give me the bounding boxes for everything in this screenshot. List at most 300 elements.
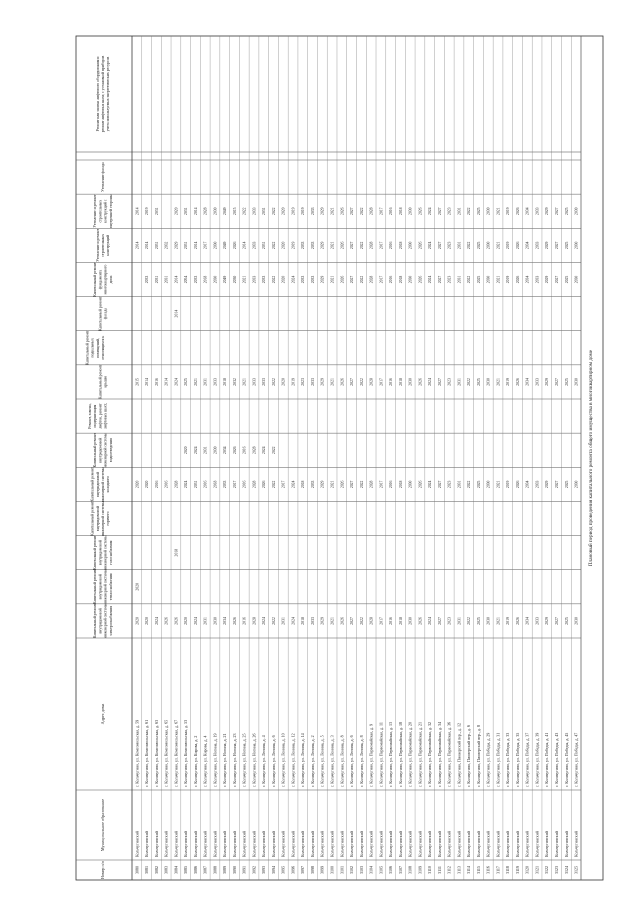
year-cell: 2027 [350, 617, 355, 625]
year-cell: 2022 [467, 617, 472, 625]
row-municipality: Кольчугинский [427, 831, 433, 857]
header-municipality: Муниципальное образование [100, 798, 105, 852]
year-cell: 2033 [310, 617, 315, 625]
row-number: 3096 [290, 866, 296, 874]
year-cell: 2027 [554, 480, 559, 489]
row-number: 3088 [212, 866, 218, 874]
year-cell: 2019 [291, 207, 296, 216]
year-cell: 2026 [418, 617, 423, 625]
year-cell: 2030 [486, 207, 491, 216]
row-number: 3085 [183, 866, 189, 874]
year-cell: 2028 [369, 207, 374, 216]
year-cell: 2027 [554, 275, 559, 284]
row-number: 3112 [446, 866, 452, 874]
row-municipality: Кольчугинский [163, 831, 169, 857]
row-address: г. Кольчугино, ул. Первомайская, д. 34 [436, 721, 442, 787]
year-cell: 2025 [564, 378, 569, 386]
work-column-header: холодного [106, 476, 111, 493]
row-municipality: Кольчугинский [456, 831, 462, 857]
work-column-header: газоснабжения [108, 540, 113, 565]
work-column-header: строительных [101, 234, 105, 257]
year-cell: 2030 [574, 480, 579, 489]
year-cell: 2027 [437, 378, 442, 386]
row-number: 3105 [378, 866, 384, 874]
year-cell: 2018 [398, 480, 403, 489]
year-cell: 2031 [457, 617, 462, 625]
year-cell: 2029 [545, 207, 550, 216]
year-cell: 2025 [564, 617, 569, 625]
year-cell: 2022 [271, 378, 276, 386]
year-cell: 2029 [545, 275, 550, 284]
year-cell: 2022 [359, 207, 364, 216]
year-cell: 2022 [467, 275, 472, 284]
year-cell: 2027 [437, 480, 442, 489]
row-number: 3089 [222, 866, 228, 874]
year-cell: 2016 [389, 207, 394, 216]
year-cell: 2025 [476, 378, 481, 386]
year-cell: 2026 [340, 378, 345, 386]
row-number: 3084 [173, 866, 179, 874]
row-address: г. Кольчугино, ул. Первомайская, д. 9 [368, 723, 374, 787]
year-cell: 2021 [330, 241, 335, 250]
year-cell: 2024 [428, 378, 433, 386]
year-cell: 2033 [310, 378, 315, 386]
row-address: г. Кольчугино, ул. Ленина, д. 8 [339, 735, 345, 787]
row-number: 3118 [505, 866, 511, 874]
row-number: 3113 [456, 866, 462, 874]
year-cell: 2020 [174, 207, 179, 216]
year-cell: 2015 [135, 378, 140, 386]
year-cell: 2034 [525, 617, 530, 625]
row-address: г. Кольчугино, ул. Ленина, д. 10 [280, 733, 286, 787]
year-cell: 2016 [154, 378, 159, 386]
row-municipality: Кольчугинский [475, 831, 481, 857]
row-address: г. Кольчугино, ул. Ногина, д. 25 [241, 733, 247, 787]
row-municipality: Кольчугинский [173, 831, 179, 857]
year-cell: 2027 [437, 275, 442, 284]
year-cell: 2018 [398, 617, 403, 625]
year-cell: 2022 [467, 480, 472, 489]
work-column-header: Ремонт, замена, [88, 403, 92, 429]
row-number: 3124 [563, 866, 569, 874]
work-column-header: модернизация [93, 404, 98, 428]
year-cell: 2028 [174, 480, 179, 489]
row-address: г. Кольчугино, ул. Победы, д. 29 [485, 732, 491, 787]
year-cell: 2021 [330, 207, 335, 216]
row-municipality: Кольчугинский [553, 831, 559, 857]
year-cell: 2014 [145, 241, 150, 250]
year-cell: 2027 [350, 480, 355, 489]
year-cell: 2020 [184, 617, 189, 625]
row-number: 3120 [524, 866, 530, 874]
year-cell: 2018 [398, 275, 403, 284]
year-cell: 2031 [154, 275, 159, 284]
row-municipality: Кольчугинский [563, 831, 569, 857]
row-municipality: Кольчугинский [485, 831, 491, 857]
work-column-header: внутренней стороны [108, 194, 113, 228]
group-title: Плановый период проведения капитального ремонта общего имущества в многоквартирном доме [588, 349, 594, 567]
year-cell: 2025 [476, 480, 481, 489]
year-cell: 2030 [213, 446, 218, 455]
work-column-header: конструкций с [103, 199, 108, 223]
year-cell: 2014 [174, 309, 179, 318]
row-municipality: Кольчугинский [495, 831, 501, 857]
year-cell: 2033 [301, 241, 306, 250]
row-number: 3094 [270, 866, 276, 874]
year-cell: 2031 [203, 617, 208, 625]
work-column-header: внутридомовой [95, 505, 100, 532]
year-cell: 2033 [535, 480, 540, 489]
year-cell: 2020 [281, 378, 286, 386]
work-column-header: подвальных [90, 338, 95, 358]
year-cell: 2014 [242, 241, 247, 250]
year-cell: 2026 [164, 617, 169, 625]
row-address: г. Кольчугино, ул. Кирова, д. 2 [192, 735, 198, 787]
row-municipality: Кольчугинский [280, 831, 286, 857]
year-cell: 2033 [310, 275, 315, 284]
year-cell: 2027 [437, 617, 442, 625]
year-cell: 2019 [506, 275, 511, 284]
row-address: г. Кольчугино, ул. Победы, д. 31 [495, 732, 501, 787]
year-cell: 2031 [154, 241, 159, 250]
row-municipality: Кольчугинский [222, 831, 228, 857]
year-cell: 2021 [242, 275, 247, 284]
row-municipality: Кольчугинский [339, 831, 345, 857]
year-cell: 2033 [310, 480, 315, 489]
year-cell: 2016 [154, 480, 159, 489]
year-cell: 2030 [486, 275, 491, 284]
year-cell: 2026 [340, 275, 345, 284]
year-cell: 2030 [213, 275, 218, 284]
year-cell: 2054 [184, 275, 189, 284]
row-municipality: Кольчугинский [417, 831, 423, 857]
year-cell: 2017 [281, 480, 286, 489]
work-column-header: конструкций [106, 235, 111, 256]
year-cell: 2030 [574, 378, 579, 386]
year-cell: 2021 [496, 617, 501, 625]
year-cell: 2024 [184, 480, 189, 489]
row-municipality: Кольчугинский [134, 831, 140, 857]
row-address: г. Кольчугино, ул. Первомайская, д. 18 [397, 721, 403, 787]
work-column-header: дома [108, 275, 113, 284]
year-cell: 2024 [291, 480, 296, 489]
year-cell: 2022 [467, 207, 472, 216]
year-cell: 2026 [515, 480, 520, 489]
row-number: 3098 [309, 866, 315, 874]
year-cell: 2031 [184, 207, 189, 216]
work-column-header: помещений, [95, 337, 100, 358]
year-cell: 2034 [525, 275, 530, 284]
year-cell: 2026 [340, 207, 345, 216]
row-address: г. Кольчугино, ул. Победы, д. 37 [524, 732, 530, 787]
year-cell: 2014 [164, 378, 169, 386]
year-cell: 2019 [291, 378, 296, 386]
year-cell: 2029 [320, 275, 325, 284]
year-cell: 2019 [506, 378, 511, 386]
row-number: 3102 [349, 866, 355, 874]
row-address: г. Кольчугино, Пионерский пер., д. 6 [466, 725, 472, 787]
year-cell: 2030 [408, 275, 413, 284]
work-column-header: Капитальный ремонт [93, 603, 98, 639]
year-cell: 2020 [281, 207, 286, 216]
row-number: 3095 [280, 866, 286, 874]
row-municipality: Кольчугинский [368, 831, 374, 857]
row-address: г. Кольчугино, ул. Комсомольская, д. 59 [134, 719, 140, 787]
work-column-header: лифтов, ремонт [98, 403, 103, 429]
year-cell: 2033 [262, 275, 267, 284]
year-cell: 2024 [262, 446, 267, 455]
year-cell: 2029 [545, 617, 550, 625]
year-cell: 2018 [398, 378, 403, 386]
year-cell: 2033 [535, 275, 540, 284]
row-municipality: Кольчугинский [524, 831, 530, 857]
work-column-header: инженерной системы [103, 603, 108, 639]
row-number: 3107 [397, 866, 403, 874]
work-column-header: инженерной системы [103, 569, 108, 605]
row-number: 3110 [427, 866, 433, 874]
year-cell: 2016 [389, 241, 394, 250]
row-municipality: Кольчугинский [514, 831, 520, 857]
year-cell: 2024 [154, 617, 159, 625]
year-cell: 2031 [262, 241, 267, 250]
year-cell: 2016 [242, 480, 247, 489]
year-cell: 2025 [476, 207, 481, 216]
year-cell: 2028 [369, 241, 374, 250]
work-column-header: внутридомовой [98, 574, 103, 600]
year-cell: 2029 [320, 480, 325, 489]
year-cell: 2025 [476, 275, 481, 284]
row-address: г. Кольчугино, ул. Кирова, д. 4 [202, 735, 208, 787]
year-cell: 2030 [574, 207, 579, 216]
year-cell: 2023 [447, 275, 452, 284]
row-address: г. Кольчугино, ул. Комсомольская, д. 65 [163, 719, 169, 787]
year-cell: 2027 [554, 207, 559, 216]
row-address: г. Кольчугино, ул. Ногина, д. 26 [251, 733, 257, 787]
year-cell: 2018 [398, 241, 403, 250]
row-number: 3083 [163, 866, 169, 874]
row-number: 3087 [202, 866, 208, 874]
row-address: г. Кольчугино, Пионерский пер., д. 12 [456, 723, 462, 787]
year-cell: 2024 [291, 275, 296, 284]
work-column-header: Капитальный ремонт [93, 433, 98, 468]
year-cell: 2026 [262, 480, 267, 489]
year-cell: 2049 [223, 241, 228, 250]
year-cell: 2029 [545, 378, 550, 386]
year-cell: 2031 [457, 378, 462, 386]
row-municipality: Кольчугинский [446, 831, 452, 857]
row-address: г. Кольчугино, Пионерский пер., д. 8 [475, 725, 481, 787]
year-cell: 2031 [184, 241, 189, 250]
year-cell: 2024 [291, 617, 296, 625]
year-cell: 2026 [418, 275, 423, 284]
year-cell: 2021 [496, 378, 501, 386]
row-municipality: Кольчугинский [270, 831, 276, 857]
year-cell: 2031 [457, 275, 462, 284]
row-number: 3090 [231, 866, 237, 874]
year-cell: 2027 [350, 378, 355, 386]
year-cell: 2018 [398, 207, 403, 216]
year-cell: 2017 [379, 241, 384, 250]
year-cell: 2023 [447, 207, 452, 216]
year-cell: 2020 [135, 480, 140, 489]
rightmost-column-header: ремонт лифтовых шахт, с установкой приборов [101, 55, 105, 133]
row-municipality: Кольчугинский [534, 831, 540, 857]
row-address: г. Кольчугино, ул. Первомайская, д. 13 [388, 721, 394, 787]
year-cell: 2026 [232, 446, 237, 455]
year-cell: 2026 [515, 241, 520, 250]
year-cell: 2027 [554, 617, 559, 625]
year-cell: 2033 [310, 241, 315, 250]
year-cell: 2016 [242, 446, 247, 455]
year-cell: 2022 [271, 241, 276, 250]
year-cell: 2030 [486, 378, 491, 386]
year-cell: 2023 [447, 241, 452, 250]
year-cell: 2049 [223, 275, 228, 284]
year-cell: 2021 [330, 378, 335, 386]
year-cell: 2030 [213, 207, 218, 216]
work-column-header: электроснабжения [108, 606, 113, 636]
year-cell: 2022 [359, 480, 364, 489]
year-cell: 2027 [554, 378, 559, 386]
row-address: г. Кольчугино, ул. Ногина, д. 23 [231, 733, 237, 787]
row-municipality: Кольчугинский [231, 831, 237, 857]
work-column-header: внутридомовой [98, 540, 103, 566]
row-municipality: Кольчугинский [397, 831, 403, 857]
year-cell: 2031 [457, 207, 462, 216]
row-address: г. Кольчугино, ул. Комсомольская, д. 61 [144, 719, 150, 787]
row-number: 3115 [475, 866, 481, 874]
year-cell: 2023 [301, 378, 306, 386]
year-cell: 2019 [506, 617, 511, 625]
work-column-header: инженерной системы [101, 467, 105, 502]
year-cell: 2029 [174, 241, 179, 250]
work-column-header: многоквартирного [103, 264, 108, 295]
row-number: 3125 [573, 866, 579, 874]
row-number: 3109 [417, 866, 423, 874]
year-cell: 2022 [359, 378, 364, 386]
row-municipality: Кольчугинский [349, 831, 355, 857]
row-municipality: Кольчугинский [378, 831, 384, 857]
year-cell: 2022 [359, 617, 364, 625]
year-cell: 2031 [193, 480, 198, 489]
year-cell: 2030 [408, 617, 413, 625]
year-cell: 2018 [223, 378, 228, 386]
row-number: 3104 [368, 866, 374, 874]
year-cell: 2026 [340, 480, 345, 489]
year-cell: 2024 [193, 446, 198, 455]
year-cell: 2021 [496, 275, 501, 284]
work-column-header: Утепление и ремонт [93, 194, 98, 228]
year-cell: 2032 [232, 378, 237, 386]
row-address: г. Кольчугино, ул. Победы, д. 41 [544, 732, 550, 787]
year-cell: 2034 [223, 617, 228, 625]
year-cell: 2026 [515, 617, 520, 625]
year-cell: 2033 [193, 275, 198, 284]
row-municipality: Кольчугинский [319, 831, 325, 857]
work-column-header: инженерной системы [103, 432, 108, 468]
row-municipality: Кольчугинский [251, 831, 257, 857]
year-cell: 2014 [145, 378, 150, 386]
year-cell: 2031 [203, 446, 208, 455]
year-cell: 2029 [545, 241, 550, 250]
year-cell: 2027 [350, 241, 355, 250]
year-cell: 2026 [174, 617, 179, 625]
year-cell: 2031 [262, 207, 267, 216]
year-cell: 2022 [359, 275, 364, 284]
year-cell: 2024 [193, 617, 198, 625]
row-municipality: Кольчугинский [407, 831, 413, 857]
work-column-header: относящихся к [101, 335, 105, 360]
row-address: г. Кольчугино, ул. Комсомольская, д. 67 [173, 719, 179, 787]
row-number: 3114 [466, 866, 472, 874]
row-number: 3116 [485, 866, 491, 874]
year-cell: 2021 [496, 480, 501, 489]
year-cell: 2033 [310, 207, 315, 216]
row-number: 3091 [241, 866, 247, 874]
year-cell: 2019 [145, 207, 150, 216]
work-column-header: Утепление фасада [101, 162, 105, 192]
work-column-header: Капитальный ремонт [90, 467, 95, 502]
year-cell: 2033 [301, 275, 306, 284]
year-cell: 2028 [369, 378, 374, 386]
year-cell: 2014 [193, 207, 198, 216]
year-cell: 2020 [281, 241, 286, 250]
year-cell: 2024 [262, 617, 267, 625]
work-column-header: Капитальный ремонт [85, 330, 90, 365]
work-column-header: инженерной системы [101, 501, 105, 536]
year-cell: 2033 [535, 617, 540, 625]
year-cell: 2033 [535, 241, 540, 250]
year-cell: 2019 [301, 207, 306, 216]
year-cell: 2026 [515, 275, 520, 284]
row-address: г. Кольчугино, ул. Первомайская, д. 21 [417, 721, 423, 787]
row-address: г. Кольчугино, ул. Ленина, д. 6 [349, 735, 355, 787]
row-number: 3080 [134, 866, 140, 874]
year-cell: 2025 [184, 378, 189, 386]
row-address: г. Кольчугино, ул. Ленина, д. 6 [270, 735, 276, 787]
year-cell: 2031 [281, 617, 286, 625]
year-cell: 2030 [574, 241, 579, 250]
row-municipality: Кольчугинский [388, 831, 394, 857]
year-cell: 2023 [447, 378, 452, 386]
work-column-header: Капитальный ремонт [98, 364, 103, 400]
header-number: Номер п/п [100, 860, 105, 880]
row-number: 3111 [436, 866, 442, 874]
year-cell: 2028 [252, 446, 257, 455]
year-cell: 2034 [525, 480, 530, 489]
row-address: г. Кольчугино, ул. Победы, д. 45 [563, 732, 569, 787]
work-column-header: Капитальный ремонт [93, 569, 98, 604]
year-cell: 2018 [301, 617, 306, 625]
year-cell: 2019 [506, 207, 511, 216]
row-number: 3122 [544, 866, 550, 874]
year-cell: 2024 [428, 480, 433, 489]
year-cell: 2028 [252, 480, 257, 489]
year-cell: 2034 [525, 207, 530, 216]
year-cell: 2014 [193, 241, 198, 250]
year-cell: 2022 [467, 241, 472, 250]
row-address: г. Кольчугино, ул. Комсомольская, д. 53 [183, 719, 189, 787]
row-address: г. Кольчугино, ул. Ленина, д. 12 [290, 733, 296, 787]
year-cell: 2033 [535, 207, 540, 216]
row-number: 3082 [153, 866, 159, 874]
year-cell: 2026 [232, 617, 237, 625]
year-cell: 2023 [447, 480, 452, 489]
year-cell: 2022 [271, 446, 276, 455]
year-cell: 2017 [379, 480, 384, 489]
row-number: 3097 [300, 866, 306, 874]
row-number: 3123 [553, 866, 559, 874]
